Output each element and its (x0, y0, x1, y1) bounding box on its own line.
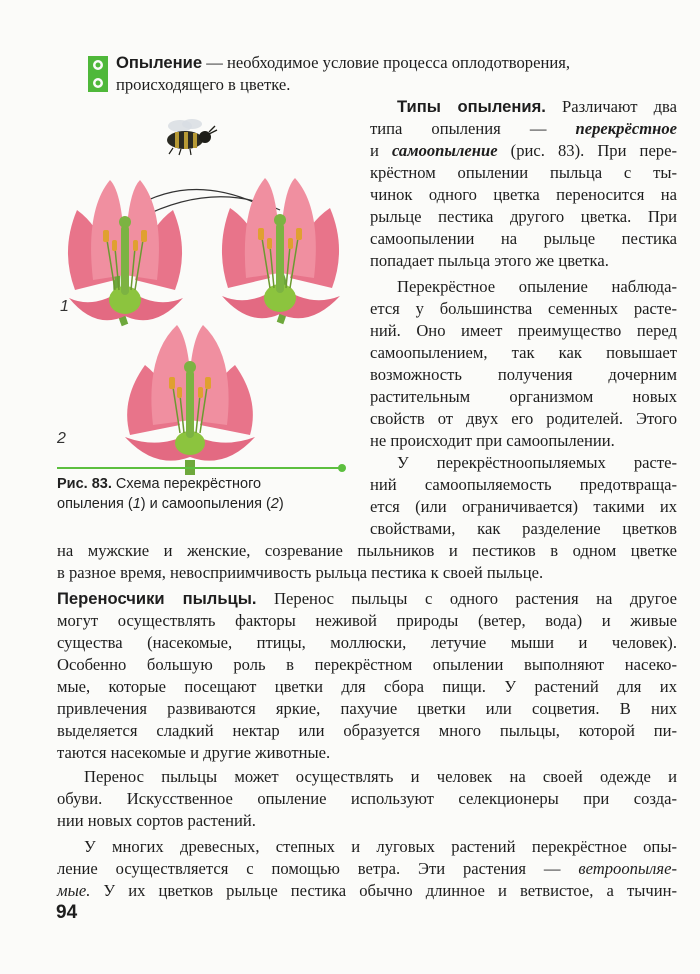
term-cross-pollination: перекрёстное (575, 119, 677, 138)
para2-line: растительным организмом новых (370, 387, 677, 406)
flower-self (125, 325, 255, 475)
para2-line: возможность получения дочерним (370, 365, 677, 384)
figure-label-1: 1 (60, 298, 69, 315)
figure-83-illustration (55, 110, 355, 475)
types-line-1: Типы опыления. Различают два (397, 97, 678, 116)
figure-caption-line-2: опыления (1) и самоопыления (2) (57, 496, 284, 512)
para3-line: У перекрёстноопыляемых расте- (397, 453, 677, 472)
term-wind-pollinated: ветроопыляе- (578, 859, 677, 878)
carriers-line-1: Переносчики пыльцы. Перенос пыльцы с одного растения на другое (57, 589, 677, 608)
types-line-2: типа опыления — перекрёстное (370, 119, 677, 138)
figure-caption-number: Рис. 83. (57, 476, 112, 492)
para6-line-1: У многих древесных, степных и луговых растений перекрёстное опы- (84, 837, 677, 856)
figure-label-2: 2 (57, 430, 66, 447)
definition-marker-icon (88, 56, 108, 92)
term-pollination: Опыление (116, 53, 203, 72)
term-self-pollination: самоопыление (391, 141, 498, 160)
carriers-line: привлечения развиваются яркие, пахучие цветки или соцветия. В них (57, 699, 677, 718)
carriers-heading: Переносчики пыльцы. (57, 589, 257, 608)
flower-cross-1 (68, 180, 183, 325)
para2-line: Перекрёстное опыление наблюда- (397, 277, 677, 296)
para2-line: ется у большинства семенных расте- (370, 299, 677, 318)
caption-rule (57, 467, 343, 469)
figure-caption-line-1: Рис. 83. Схема перекрёстного (57, 476, 262, 492)
caption-rule-dot (338, 464, 346, 472)
types-line-5: чинок одного цветка переносится на (370, 185, 677, 204)
carriers-line: выделяется сладкий нектар или образуется много пыльцы, которой пи- (57, 721, 677, 740)
para5-line: обуви. Искусственное опыление используют селекционеры при созда- (57, 789, 677, 808)
carriers-line: существа (насекомые, птицы, моллюски, летучие мыши и человек). (57, 633, 677, 652)
para3-line: в разное время, невосприимчивость рыльца пестика к своей пыльце. (57, 563, 544, 582)
intro-line-2: происходящего в цветке. (116, 75, 291, 94)
carriers-line: мые, которые посещают цветки для сбора пищи. У растений для их (57, 677, 677, 696)
para3-line: свойствами, как разделение цветков (370, 519, 677, 538)
types-heading: Типы опыления. (397, 97, 546, 116)
carriers-line: Особенно большую роль в перекрёстном опылении выполняют насеко- (57, 655, 677, 674)
para2-line: не происходит при самоопылении. (370, 431, 615, 450)
para5-line: Перенос пыльцы может осуществлять и человек на своей одежде и (84, 767, 677, 786)
para2-line: самоопылением, так как повышает (370, 343, 677, 362)
types-line-6: рыльце пестика другого цветка. При (370, 207, 677, 226)
types-line-4: крёстном опылении пыльца с ты- (370, 163, 677, 182)
types-line-8: попадает пыльца этого же цветка. (370, 251, 609, 270)
carriers-line: могут осуществлять факторы неживой природы (ветер, вода) и живые (57, 611, 677, 630)
bee-icon (167, 119, 217, 155)
page-number: 94 (56, 902, 78, 923)
para3-line: ний самоопыляемость предотвраща- (370, 475, 677, 494)
para3-line: на мужские и женские, созревание пыльников и пестиков в одном цветке (57, 541, 677, 560)
types-line-3: и самоопыление (рис. 83). При пере- (370, 141, 677, 160)
para6-line-3: мые. У их цветков рыльце пестика обычно длинное и ветвистое, а тычин- (57, 881, 677, 900)
para3-line: ется (или ограничивается) такими их (370, 497, 677, 516)
para6-line-2: ление осуществляется с помощью ветра. Эти растения — ветроопыляе- (57, 859, 677, 878)
carriers-line: таются насекомые и другие животные. (57, 743, 331, 762)
para2-line: ний. Оно имеет преимущество перед (370, 321, 677, 340)
types-line-7: самоопылении на рыльце пестика (370, 229, 677, 248)
para2-line: свойств от двух его родителей. Этого (370, 409, 677, 428)
para5-line: нии новых сортов растений. (57, 811, 256, 830)
intro-line-1: Опыление — необходимое условие процесса оплодотворения, (116, 53, 570, 72)
flower-cross-2 (222, 178, 340, 323)
